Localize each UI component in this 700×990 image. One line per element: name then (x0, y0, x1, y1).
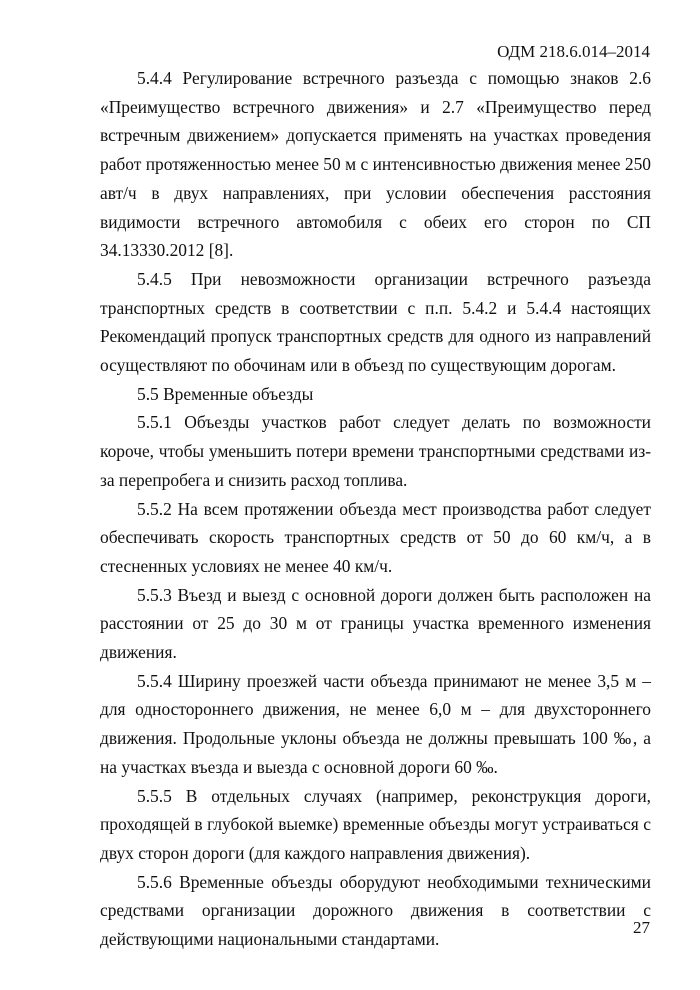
document-code: ОДМ 218.6.014–2014 (497, 42, 650, 61)
paragraph-5-5-5: 5.5.5 В отдельных случаях (например, реконструкция дороги, проходящей в глубокой выемке) временные объезды могут устраиваться с двух сторон дороги (для каждого направления движения). (100, 785, 651, 863)
paragraph-5-5-4: 5.5.4 Ширину проезжей части объезда принимают не менее 3,5 м – для одностороннего движения, не менее 6,0 м – для двухстороннего движения. Продольные уклоны объезда не должны превышать 100 ‰, а на участках въезда и выезда с основной дороги 60 ‰. (100, 670, 651, 777)
paragraph-5-5-1: 5.5.1 Объезды участков работ следует делать по возможности короче, чтобы уменьшить потери времени транспортными средствами из-за перепробега и снизить расход топлива. (100, 412, 651, 490)
paragraph-5-4-4: 5.4.4 Регулирование встречного разъезда с помощью знаков 2.6 «Преимущество встречного движения» и 2.7 «Преимущество перед встречным движением» допускается применять на участках проведения работ протяженностью менее 50 м с интенсивностью движения менее 250 авт/ч в двух направлениях, при условии обеспечения расстояния видимости встречного автомобиля с обеих его сторон по СП 34.13330.2012 [8]. (100, 68, 651, 261)
paragraph-5-4-5: 5.4.5 При невозможности организации встречного разъезда транспортных средств в соответствии с п.п. 5.4.2 и 5.4.4 настоящих Рекомендаций пропуск транспортных средств для одного из направлений осуществляют по обочинам или в объезд по существующим дорогам. (100, 268, 651, 376)
page-number: 27 (633, 918, 650, 937)
document-body (100, 64, 651, 954)
paragraph-5-5-2: 5.5.2 На всем протяжении объезда мест производства работ следует обеспечивать скорость транспортных средств от 50 до 60 км/ч, а в стесненных условиях не менее 40 км/ч. (100, 498, 651, 576)
paragraph-5-5-6: 5.5.6 Временные объезды оборудуют необходимыми техническими средствами организации дорожного движения в соответствии с действующими национальными стандартами. (100, 871, 651, 950)
paragraph-5-5-3: 5.5.3 Въезд и выезд с основной дороги должен быть расположен на расстоянии от 25 до 30 м от границы участка временного изменения движения. (100, 584, 651, 663)
section-heading-5-5: 5.5 Временные объезды (137, 383, 314, 404)
